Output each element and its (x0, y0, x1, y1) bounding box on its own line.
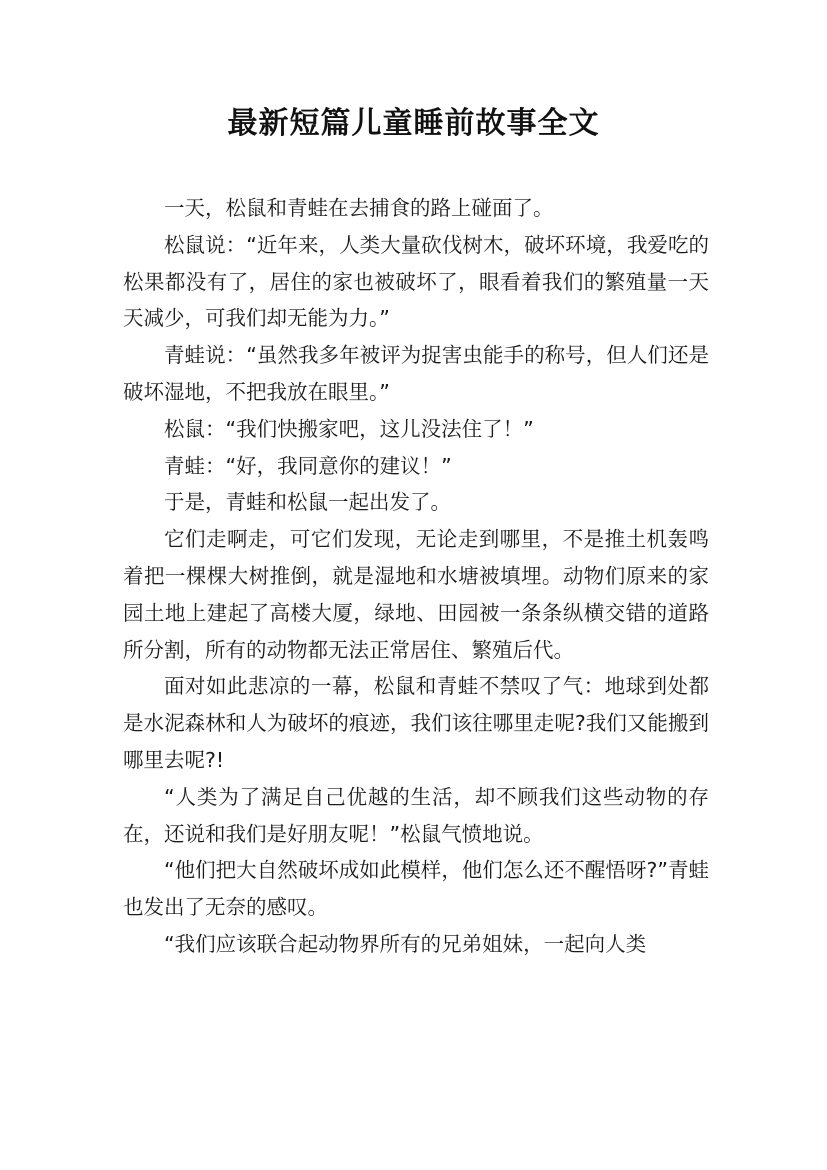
paragraph: 面对如此悲凉的一幕，松鼠和青蛙不禁叹了气：地球到处都是水泥森林和人为破坏的痕迹，我们该往哪里走呢?我们又能搬到哪里去呢?! (123, 674, 709, 772)
paragraph: 青蛙：“好，我同意你的建议！” (164, 453, 452, 478)
document-title: 最新短篇儿童睡前故事全文 (227, 106, 600, 141)
paragraph: 松鼠：“我们快搬家吧，这儿没法住了！” (164, 416, 534, 441)
paragraph: 它们走啊走，可它们发现，无论走到哪里，不是推土机轰鸣着把一棵棵大树推倒，就是湿地和水塘被填埋。动物们原来的家园土地上建起了高楼大厦，绿地、田园被一条条纵横交错的道路所分割，所有的动物都无法正常居住、繁殖后代。 (123, 527, 709, 662)
paragraph: 一天，松鼠和青蛙在去捕食的路上碰面了。 (164, 196, 554, 220)
paragraph: 青蛙说：“虽然我多年被评为捉害虫能手的称号，但人们还是破坏湿地，不把我放在眼里。” (123, 343, 709, 404)
paragraph: “人类为了满足自己优越的生活，却不顾我们这些动物的存在，还说和我们是好朋友呢！”松鼠气愤地说。 (123, 784, 709, 846)
paragraph: 松鼠说：“近年来，人类大量砍伐树木，破坏环境，我爱吃的松果都没有了，居住的家也被破坏了，眼看着我们的繁殖量一天天减少，可我们却无能为力。” (123, 232, 709, 331)
document-body (123, 190, 709, 963)
paragraph: 于是，青蛙和松鼠一起出发了。 (164, 490, 451, 515)
paragraph: “我们应该联合起动物界所有的兄弟姐妹，一起向人类 (164, 931, 647, 956)
paragraph: “他们把大自然破坏成如此模样，他们怎么还不醒悟呀?”青蛙也发出了无奈的感叹。 (123, 858, 709, 920)
